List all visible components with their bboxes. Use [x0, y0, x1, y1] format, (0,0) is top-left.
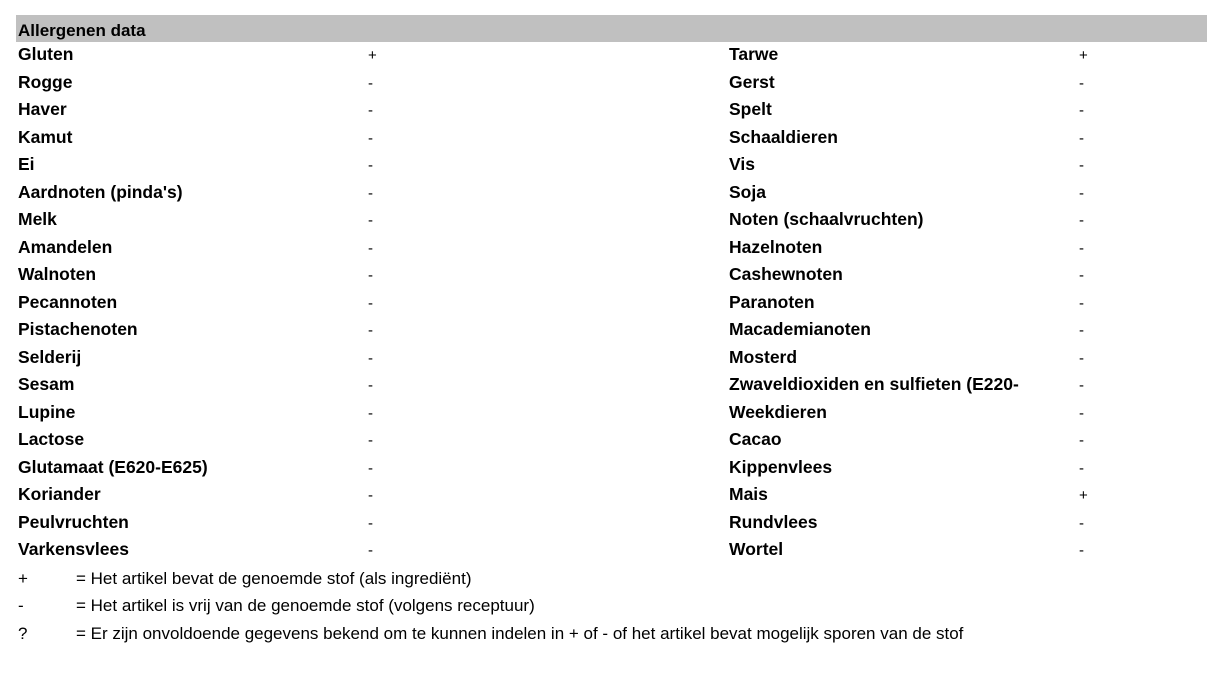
- legend-symbol: +: [18, 568, 28, 588]
- allergen-name: Aardnoten (pinda's): [18, 181, 183, 202]
- legend-row: [16, 592, 1207, 620]
- legend-row: [16, 565, 1207, 593]
- allergen-value: -: [1079, 542, 1084, 559]
- allergen-value: -: [368, 377, 373, 394]
- allergen-value: -: [368, 404, 373, 422]
- allergen-name: Hazelnoten: [729, 236, 823, 257]
- allergen-value: -: [368, 102, 373, 119]
- table-row: [16, 482, 1207, 510]
- allergen-name: Sesam: [18, 374, 75, 394]
- legend-text: = Het artikel is vrij van de genoemde stof (volgens receptuur): [76, 596, 535, 615]
- allergen-name: Weekdieren: [729, 401, 827, 422]
- allergen-name: Cashewnoten: [729, 264, 843, 284]
- allergen-name: Paranoten: [729, 291, 815, 312]
- allergen-value: -: [368, 514, 373, 532]
- allergen-name: Macademianoten: [729, 319, 871, 339]
- allergen-value: -: [1079, 514, 1084, 532]
- table-row: [16, 427, 1207, 455]
- table-row: [16, 42, 1207, 70]
- allergen-value: -: [368, 459, 373, 477]
- allergen-name: Lupine: [18, 401, 76, 422]
- table-row: [16, 235, 1207, 263]
- allergen-value: -: [1079, 322, 1084, 339]
- allergen-name: Tarwe: [729, 44, 779, 64]
- allergen-name: Cacao: [729, 429, 782, 449]
- allergen-value: -: [368, 184, 373, 202]
- allergen-value: -: [368, 239, 373, 257]
- allergen-name: Mais: [729, 484, 768, 504]
- allergen-value: -: [1079, 294, 1084, 312]
- allergen-name: Gerst: [729, 71, 775, 92]
- allergen-name: Gluten: [18, 44, 74, 64]
- allergen-value: -: [1079, 239, 1084, 257]
- table-row: [16, 317, 1207, 345]
- allergen-name: Pecannoten: [18, 291, 118, 312]
- allergen-value: -: [368, 129, 373, 147]
- table-row: [16, 70, 1207, 98]
- table-row: [16, 510, 1207, 538]
- allergen-value: -: [368, 322, 373, 339]
- allergen-value: -: [368, 432, 373, 449]
- table-row: [16, 262, 1207, 290]
- table-row: [16, 345, 1207, 373]
- allergen-name: Lactose: [18, 429, 85, 449]
- table-row: [16, 537, 1207, 565]
- allergen-value: -: [368, 212, 373, 229]
- allergen-value: -: [1079, 212, 1084, 229]
- allergen-value: -: [1079, 459, 1084, 477]
- allergen-name: Selderij: [18, 346, 82, 367]
- allergen-name: Spelt: [729, 99, 772, 119]
- allergen-value: +: [1079, 487, 1088, 504]
- allergen-value: -: [1079, 129, 1084, 147]
- allergen-table: [16, 42, 1207, 565]
- allergen-name: Wortel: [729, 539, 784, 559]
- allergen-value: -: [1079, 377, 1084, 394]
- allergen-value: -: [1079, 404, 1084, 422]
- allergen-sheet: [16, 15, 1207, 647]
- allergen-name: Peulvruchten: [18, 511, 129, 532]
- allergen-name: Haver: [18, 99, 67, 119]
- legend-symbol: ?: [18, 623, 28, 643]
- allergen-name: Melk: [18, 209, 57, 229]
- allergen-name: Noten (schaalvruchten): [729, 209, 924, 229]
- section-title: Allergenen data: [18, 21, 146, 40]
- allergen-name: Soja: [729, 181, 766, 202]
- allergen-name: Varkensvlees: [18, 539, 129, 559]
- legend-text: = Er zijn onvoldoende gegevens bekend om te kunnen indelen in + of - of het artikel bevat mogelijk sporen van de stof: [76, 623, 964, 643]
- allergen-name: Ei: [18, 154, 35, 174]
- allergen-name: Rundvlees: [729, 511, 818, 532]
- allergen-value: -: [1079, 349, 1084, 367]
- allergen-name: Mosterd: [729, 346, 798, 367]
- allergen-value: -: [1079, 184, 1084, 202]
- allergen-value: -: [1079, 102, 1084, 119]
- allergen-name: Zwaveldioxiden en sulfieten (E220-: [729, 374, 1019, 394]
- allergen-name: Kippenvlees: [729, 456, 833, 477]
- table-row: [16, 207, 1207, 235]
- allergen-value: -: [368, 349, 373, 367]
- allergen-value: -: [1079, 267, 1084, 284]
- allergen-value: +: [1079, 47, 1088, 64]
- table-row: [16, 290, 1207, 318]
- allergen-value: -: [1079, 74, 1084, 92]
- table-row: [16, 455, 1207, 483]
- legend-symbol: -: [18, 596, 24, 615]
- allergen-value: -: [368, 74, 373, 92]
- table-row: [16, 97, 1207, 125]
- allergen-name: Schaaldieren: [729, 126, 838, 147]
- allergen-value: -: [368, 487, 373, 504]
- allergen-name: Kamut: [18, 126, 73, 147]
- allergen-name: Amandelen: [18, 236, 113, 257]
- allergen-value: -: [368, 294, 373, 312]
- allergen-value: -: [368, 267, 373, 284]
- legend-row: [16, 620, 1207, 648]
- section-header: [16, 15, 1207, 42]
- allergen-value: +: [368, 47, 377, 64]
- allergen-value: -: [1079, 157, 1084, 174]
- allergen-name: Glutamaat (E620-E625): [18, 456, 208, 477]
- allergen-value: -: [1079, 432, 1084, 449]
- allergen-name: Rogge: [18, 71, 73, 92]
- legend-text: = Het artikel bevat de genoemde stof (als ingrediënt): [76, 568, 472, 588]
- table-row: [16, 152, 1207, 180]
- table-row: [16, 180, 1207, 208]
- allergen-value: -: [368, 157, 373, 174]
- table-row: [16, 372, 1207, 400]
- table-row: [16, 125, 1207, 153]
- legend: [16, 565, 1207, 648]
- allergen-name: Walnoten: [18, 264, 97, 284]
- allergen-value: -: [368, 542, 373, 559]
- allergen-name: Pistachenoten: [18, 319, 138, 339]
- allergen-name: Koriander: [18, 484, 101, 504]
- table-row: [16, 400, 1207, 428]
- allergen-name: Vis: [729, 154, 755, 174]
